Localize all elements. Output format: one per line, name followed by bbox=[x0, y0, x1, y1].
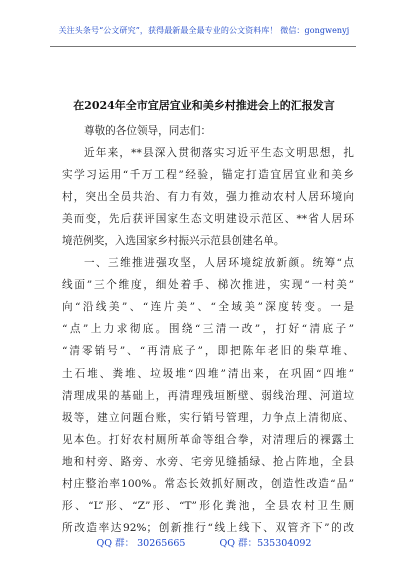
salutation-line: 尊敬的各位领导，同志们： bbox=[84, 125, 212, 137]
body-line: 村庄整治率100%。常态长效抓好厕改，创造性改造“品” bbox=[62, 477, 354, 490]
body-line: 实学习运用“千万工程”经验，锚定打造宜居宜业和美乡 bbox=[62, 169, 354, 182]
body-line: 村，突出全员共治、有力有效，强力推动农村人居环境向 bbox=[62, 191, 354, 204]
body-line: 地和村旁、路旁、水旁、宅旁见缝插绿、抢占阵地，全县 bbox=[62, 455, 354, 468]
body-line: 线面”三个维度，细处着手、梯次推进，实现“一村美” bbox=[62, 279, 354, 292]
body-line: 一、三维推进强攻坚，人居环境绽放新颜。统筹“点 bbox=[84, 257, 354, 270]
body-line: 所改造率达92%；创新推行“线上线下、双管齐下”的改 bbox=[62, 521, 354, 534]
body-line: 见本色。打好农村厕所革命等组合拳，对清理后的裸露土 bbox=[62, 433, 354, 446]
body-line: “点”上力求彻底。围绕“三清一改”，打好“清底子” bbox=[62, 323, 354, 336]
body-line: 境范例奖，入选国家乡村振兴示范县创建名单。 bbox=[62, 235, 285, 248]
header-promo-note: 关注头条号“公文研究”，获得最新最全最专业的公文资料库！ 微信：gongwenyj bbox=[58, 26, 350, 35]
body-line: 形、“L”形、“Z”形、“T”形化粪池，全县农村卫生厕 bbox=[62, 499, 354, 512]
footer-contact bbox=[0, 535, 408, 549]
footer-qq-group-1: QQ 群： 30265665 bbox=[96, 538, 186, 549]
body-line: 圾等，建立问题台账，实行销号管理，力争点上清彻底、 bbox=[62, 411, 354, 424]
footer-qq-group-2: QQ 群：535304092 bbox=[219, 538, 312, 549]
body-line: 清理成果的基础上，再清理残垣断壁、弱线治理、河道垃 bbox=[62, 389, 354, 402]
document-title: 在2024年全市宜居宜业和美乡村推进会上的汇报发言 bbox=[73, 99, 335, 112]
body-line: “清零销号”、“再清底子”，即把陈年老旧的柴草堆、 bbox=[62, 345, 354, 358]
document-body bbox=[62, 120, 354, 539]
body-line: 近年来，**县深入贯彻落实习近平生态文明思想，扎 bbox=[84, 147, 354, 160]
header-divider bbox=[50, 46, 356, 47]
body-line: 美而变，先后获评国家生态文明建设示范区、**省人居环 bbox=[62, 213, 354, 226]
body-line: 土石堆、粪堆、垃圾堆“四堆”清出来，在巩固“四堆” bbox=[62, 367, 354, 380]
body-line: 向“沿线美”、“连片美”、“全域美”深度转变。一是 bbox=[62, 301, 354, 314]
